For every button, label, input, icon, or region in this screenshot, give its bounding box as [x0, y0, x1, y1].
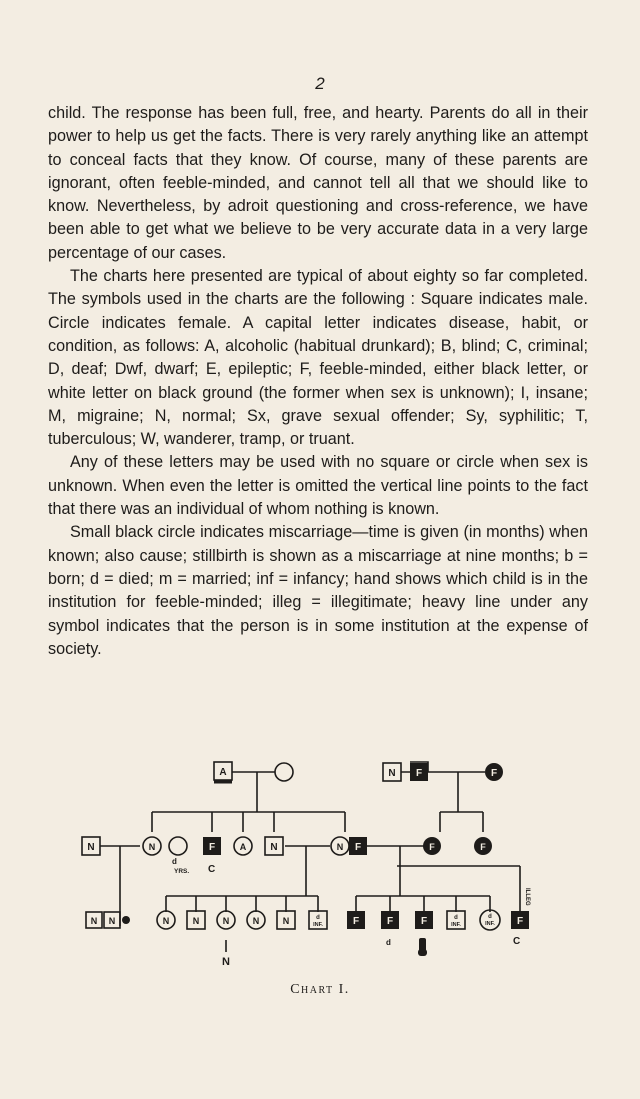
infancy-label: INF.	[313, 922, 323, 928]
gen3-female-normal-1	[157, 911, 175, 929]
gen3-male-normal-3	[187, 911, 205, 929]
letter-f: F	[354, 842, 362, 853]
gen1-female	[275, 763, 293, 781]
gen1-female-feeble-minded	[485, 763, 503, 781]
gen2-female-normal-mother	[331, 837, 349, 855]
letter-n: N	[282, 916, 290, 926]
letter-f: F	[386, 916, 394, 927]
pedigree-svg	[0, 760, 640, 980]
letter-a: A	[219, 767, 227, 778]
gen2-male-normal	[265, 837, 283, 855]
letter-n: N	[336, 842, 344, 852]
body-text	[48, 102, 588, 661]
letter-f: F	[420, 916, 428, 927]
gen3-male-feeble-minded-illeg	[511, 911, 529, 929]
letter-n: N	[270, 842, 278, 853]
letter-n: N	[388, 768, 396, 779]
letter-f: F	[208, 842, 216, 853]
letter-f: F	[480, 842, 486, 852]
gen2-male-normal-spouse	[82, 837, 100, 855]
died-label: d	[454, 915, 458, 921]
hand-icon	[418, 938, 427, 956]
infancy-label: INF.	[485, 921, 495, 927]
gen3-male-feeble-minded-2	[381, 911, 399, 929]
gen1-male-alcoholic	[214, 762, 232, 782]
gen2-female-feeble-minded-2	[474, 837, 492, 855]
letter-n: N	[222, 916, 230, 926]
letter-n: N	[108, 916, 116, 926]
paragraph-miscarriage: Small black circle indicates miscarriage—time is given (in months) when known; also cause; stillbirth is shown as a miscarriage at nine months; b = born; d = died; m = married; inf = infancy; hand shows which child is in the institution for feeble-minded; illeg = illegitimate; heavy line under any symbol indicates that the person is in some institution at the expense of society.	[48, 523, 588, 658]
pedigree-chart	[0, 760, 640, 980]
died-label: d	[386, 938, 391, 947]
letter-n: N	[162, 916, 170, 926]
gen3-male-died-infancy-2	[447, 911, 465, 929]
gen3-male-feeble-minded-institution	[415, 911, 433, 929]
died-label: d	[316, 915, 320, 921]
gen2-male-feeble-minded-father	[349, 837, 367, 855]
gen2-female-alcoholic	[234, 837, 252, 855]
gen3-female-normal-2	[217, 911, 235, 929]
gen1-male-normal	[383, 763, 401, 781]
illeg-label: ILLEG	[524, 888, 530, 906]
gen2-female-died-young	[169, 837, 187, 855]
gen3-male-normal-4	[277, 911, 295, 929]
gen2-female-normal	[143, 837, 161, 855]
normal-note: N	[222, 956, 230, 968]
miscarriage-mark	[122, 916, 130, 924]
letter-n: N	[87, 842, 95, 853]
paragraph-unknown-sex: Any of these letters may be used with no square or circle when sex is unknown. When even the letter is omitted the vertical line points to the fact that there was an individual of whom nothing is known.	[48, 453, 588, 519]
gen3-male-normal-2	[104, 912, 120, 928]
paragraph-intro: child. The response has been full, free, and hearty. Parents do all in their power to help us get the facts. There is very rarely anything like an attempt to conceal facts that they know. Of course, many of these parents are ignorant, often feeble-minded, and cannot tell all that we should like to know. Nevertheless, by adroit questioning and cross-reference, we have been able to get what we believe to be very accurate data in a very large percentage of our cases.	[48, 104, 588, 262]
letter-n: N	[90, 916, 98, 926]
letter-n: N	[192, 916, 200, 926]
gen3-male-normal-1	[86, 912, 102, 928]
gen3-female-normal-3	[247, 911, 265, 929]
gen1-male-feeble-minded	[410, 763, 428, 781]
criminal-label: C	[513, 936, 521, 947]
letter-f: F	[415, 768, 423, 779]
gen3-female-died-infancy	[480, 910, 500, 930]
letter-n: N	[148, 842, 156, 852]
gen3-male-feeble-minded-1	[347, 911, 365, 929]
paragraph-symbols: The charts here presented are typical of about eighty so far completed. The symbols used in the charts are the following : Square indicates male. Circle indicates female. A capital letter indicates disease, habit, or condition, as follows: A, alcoholic (habitual drunkard); B, blind; C, criminal; D, deaf; Dwf, dwarf; E, epileptic; F, feeble-minded, either black letter, or white letter on black ground (the former when sex is unknown); I, insane; M, migraine; N, normal; Sx, grave sexual offender; Sy, syphilitic; T, tuberculous; W, wanderer, tramp, or truant.	[48, 267, 588, 449]
letter-n: N	[252, 916, 260, 926]
died-label: d	[172, 857, 177, 866]
criminal-label: C	[208, 864, 216, 875]
letter-f: F	[516, 916, 524, 927]
letter-f: F	[429, 842, 435, 852]
chart-caption: Chart I.	[290, 982, 350, 997]
gen3-male-died-infancy	[309, 911, 327, 929]
letter-f: F	[352, 916, 360, 927]
infancy-label: INF.	[451, 922, 461, 928]
letter-a: A	[239, 842, 247, 852]
letter-f: F	[490, 768, 498, 779]
years-label: YRS.	[174, 868, 190, 875]
died-label: d	[488, 914, 492, 920]
gen2-male-feeble-minded	[203, 837, 221, 855]
gen2-female-feeble-minded	[423, 837, 441, 855]
page-number: 2	[315, 74, 325, 93]
